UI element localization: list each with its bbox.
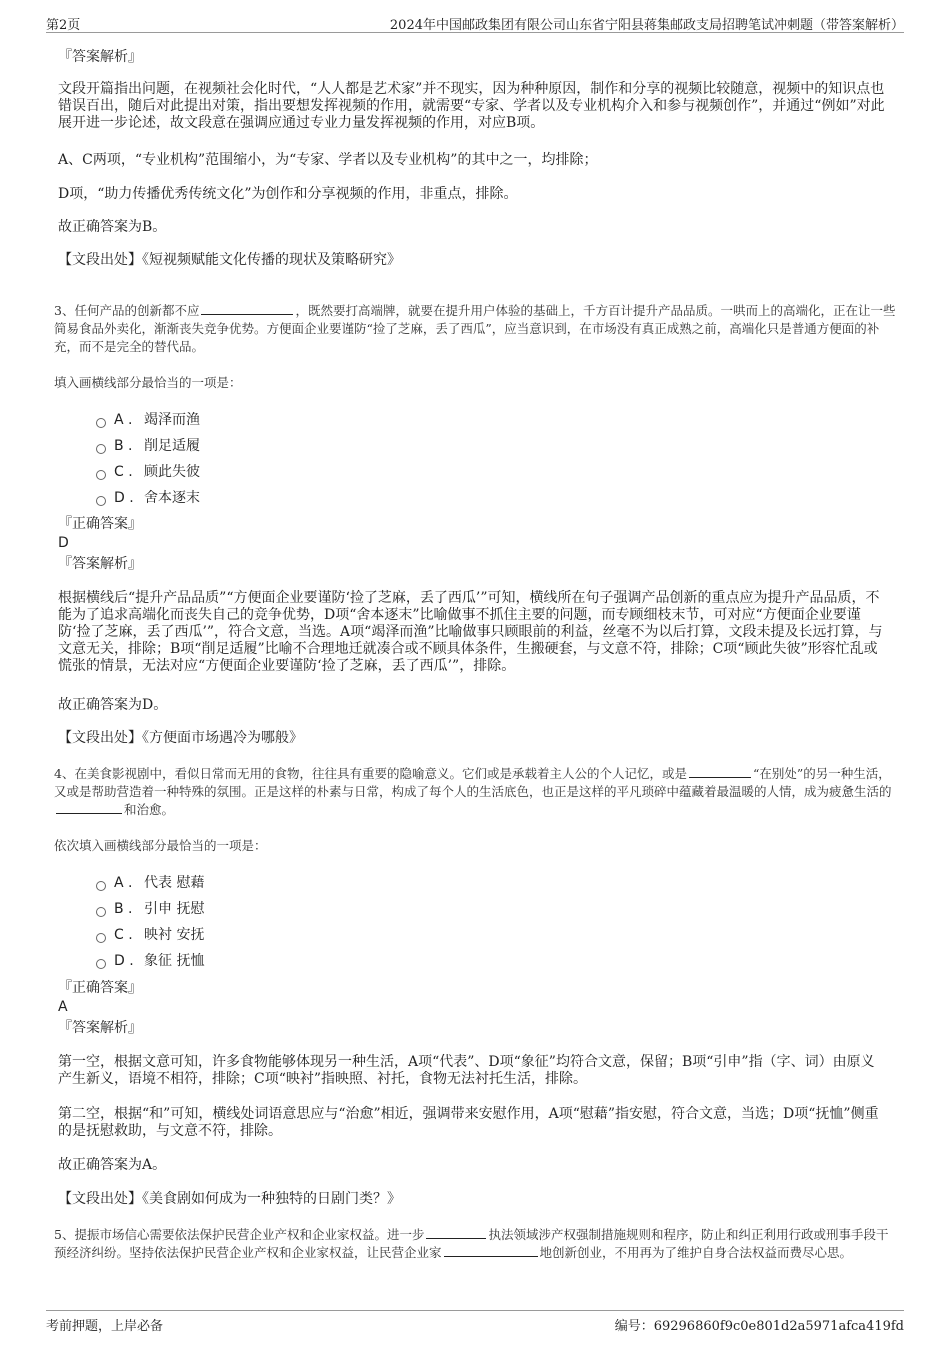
q2-analysis-paragraph: D项，“助力传播优秀传统文化”为创作和分享视频的作用，非重点，排除。 (58, 186, 518, 202)
q4-option-b[interactable]: B . 引申 抚慰 (96, 899, 204, 919)
q3-source: 【文段出处】《方便面市场遇冷为哪般》 (58, 730, 303, 746)
radio-icon[interactable] (96, 496, 106, 506)
q4-option-c[interactable]: C . 映衬 安抚 (96, 925, 204, 945)
document-title: 2024年中国邮政集团有限公司山东省宁阳县蒋集邮政支局招聘笔试冲刺题（带答案解析） (389, 18, 904, 33)
fill-blank (444, 1244, 538, 1257)
radio-icon[interactable] (96, 907, 106, 917)
q4-stem: 4、在美食影视剧中，看似日常而无用的食物，往往具有重要的隐喻意义。它们或是承载着主人公的个人记忆，或是 “在别处”的另一种生活，又或是帮助营造着一种特殊的氛围。正是这样的朴素与日常，构成了每个人的生活底色，也正是这样的平凡琐碎中蕴藏着最温暖的人情，成为疲惫生活的和治愈。 (54, 766, 892, 817)
q4-correct-label: 『正确答案』 (58, 980, 142, 996)
document-id: 编号：69296860f9c0e801d2a5971afca419fd (614, 1319, 904, 1334)
fill-blank (56, 801, 122, 814)
q4-analysis-label: 『答案解析』 (58, 1020, 142, 1036)
q3-analysis-paragraph: 根据横线后“提升产品品质”“方便面企业要谨防‘捡了芝麻，丢了西瓜’”可知，横线所在句子强调产品创新的重点应为提升产品品质，不能为了追求高端化而丧失自己的竞争优势，D项“舍本逐末”比喻做事不抓住主要的问题，而专顾细枝末节，可对应“方便面企业要谨防‘捡了芝麻，丢了西瓜’”，符合文意，当选。A项“竭泽而渔”比喻做事只顾眼前的利益，丝毫不为以后打算，文段未提及长远打算，与文意无关，排除；B项“削足适履”比喻不合理地迁就凑合或不顾具体条件，生搬硬套，与文意不符，排除；C项“顾此失彼”形容忙乱或慌张的情景，无法对应“方便面企业要谨防‘捡了芝麻，丢了西瓜’”，排除。 (58, 590, 883, 674)
footer-slogan: 考前押题，上岸必备 (46, 1319, 164, 1334)
q4-instruction: 依次填入画横线部分最恰当的一项是： (54, 838, 267, 853)
q3-stem: 3、任何产品的创新都不应 ，既然要打高端牌，就要在提升用户体验的基础上，千方百计提升产品品质。一哄而上的高端化，正在让一些简易食品外卖化，渐渐丧失竞争优势。方便面企业要谨防“捡了芝麻，丢了西瓜”，应当意识到，在市场没有真正成熟之前，高端化只是普通方便面的补充，而不是完全的替代品。 (54, 303, 896, 354)
q4-source: 【文段出处】《美食剧如何成为一种独特的日剧门类？》 (58, 1191, 401, 1207)
page-footer (46, 1310, 904, 1333)
q2-analysis-paragraph: 文段开篇指出问题，在视频社会化时代，“人人都是艺术家”并不现实，因为种种原因，制作和分享的视频比较随意，视频中的知识点也错误百出，随后对此提出对策，指出要想发挥视频的作用，就需要“专家、学者以及专业机构介入和参与视频创作”，并通过“例如”对此展开进一步论述，故文段意在强调应通过专业力量发挥视频的作用，对应B项。 (58, 81, 885, 131)
radio-icon[interactable] (96, 470, 106, 480)
q4-option-a[interactable]: A . 代表 慰藉 (96, 873, 204, 893)
q3-analysis-label: 『答案解析』 (58, 556, 142, 572)
q2-source: 【文段出处】《短视频赋能文化传播的现状及策略研究》 (58, 252, 401, 268)
q4-correct-answer: A (58, 999, 68, 1015)
radio-icon[interactable] (96, 933, 106, 943)
q4-analysis-paragraph: 第二空，根据“和”可知，横线处词语意思应与“治愈”相近，强调带来安慰作用，A项“慰藉”指安慰，符合文意，当选；D项“抚恤”侧重的是抚慰救助，与文意不符，排除。 (58, 1106, 879, 1139)
q2-analysis-paragraph: A、C两项，“专业机构”范围缩小，为“专家、学者以及专业机构”的其中之一，均排除； (58, 152, 598, 168)
q3-correct-label: 『正确答案』 (58, 516, 142, 532)
page-number: 第2页 (46, 18, 81, 33)
fill-blank (201, 302, 293, 315)
q5-stem: 5、提振市场信心需要依法保护民营企业产权和企业家权益。进一步 执法领域涉产权强制措施规则和程序，防止和纠正利用行政或刑事手段干预经济纠纷。坚持依法保护民营企业产权和企业家权益，让民营企业家 地创新创业，不用再为了维护自身合法权益而费尽心思。 (54, 1227, 889, 1260)
fill-blank (426, 1226, 486, 1239)
q3-conclusion: 故正确答案为D。 (58, 697, 168, 713)
page-header (46, 12, 904, 33)
q3-option-b[interactable]: B . 削足适履 (96, 436, 200, 456)
q3-option-d[interactable]: D . 舍本逐末 (96, 488, 200, 508)
q2-conclusion: 故正确答案为B。 (58, 219, 167, 235)
q2-analysis-label: 『答案解析』 (58, 49, 142, 65)
radio-icon[interactable] (96, 418, 106, 428)
q4-conclusion: 故正确答案为A。 (58, 1157, 167, 1173)
q3-option-c[interactable]: C . 顾此失彼 (96, 462, 200, 482)
q3-correct-answer: D (58, 535, 69, 551)
q4-option-d[interactable]: D . 象征 抚恤 (96, 951, 204, 971)
q4-analysis-paragraph: 第一空，根据文意可知，许多食物能够体现另一种生活，A项“代表”、D项“象征”均符合文意，保留；B项“引申”指（字、词）由原义产生新义，语境不相符，排除；C项“映衬”指映照、衬托，食物无法衬托生活，排除。 (58, 1054, 875, 1087)
fill-blank (689, 765, 751, 778)
radio-icon[interactable] (96, 959, 106, 969)
radio-icon[interactable] (96, 881, 106, 891)
q3-instruction: 填入画横线部分最恰当的一项是： (54, 375, 242, 390)
radio-icon[interactable] (96, 444, 106, 454)
q3-option-a[interactable]: A . 竭泽而渔 (96, 410, 200, 430)
